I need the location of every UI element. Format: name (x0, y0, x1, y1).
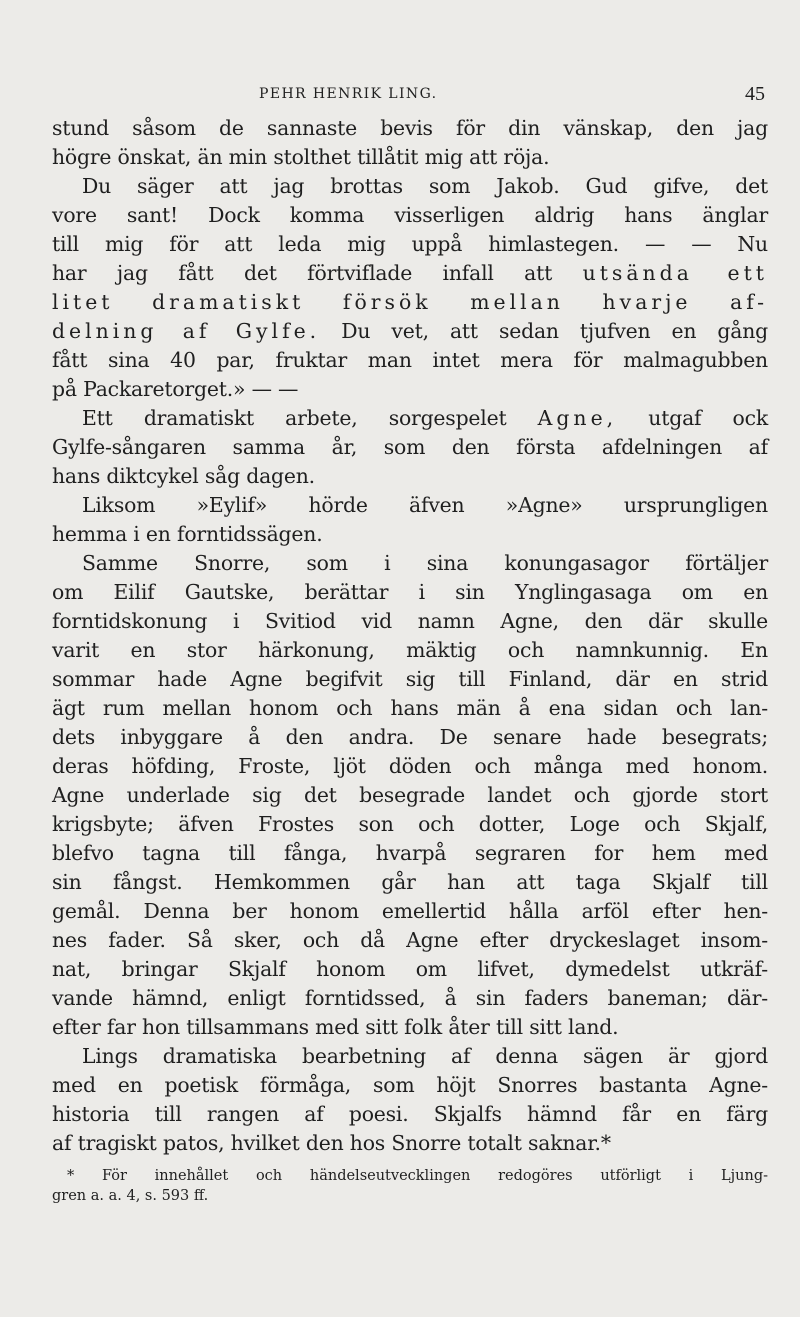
text-line: ägt rum mellan honom och hans män å ena sidan och lan- (52, 696, 768, 720)
spaced-text: Agne, (537, 406, 618, 430)
text-line (52, 288, 768, 317)
spaced-text: litet dramatiskt försök mellan hvarje af- (52, 290, 768, 314)
footnote (52, 1166, 768, 1206)
spaced-text: utsända ett (582, 261, 768, 285)
footnote-line: gren a. a. 4, s. 593 ff. (52, 1188, 209, 1204)
text-line: högre önskat, än min stolthet tillåtit mig att röja. (52, 145, 550, 169)
footnote-line: * För innehållet och händelseutvecklingen redogöres utförligt i Ljung- (67, 1168, 768, 1184)
text-line: nes fader. Så sker, och då Agne efter dryckeslaget insom- (52, 928, 768, 952)
page-header (52, 83, 768, 114)
text-line: deras höfding, Froste, ljöt döden och många med honom. (52, 754, 768, 778)
text-line: historia till rangen af poesi. Skjalfs hämnd får en färg (52, 1102, 768, 1126)
text-line: krigsbyte; äfven Frostes son och dotter, Loge och Skjalf, (52, 812, 768, 836)
body-text (52, 114, 768, 1158)
text-line: efter far hon tillsammans med sitt folk åter till sitt land. (52, 1015, 619, 1039)
text-line: Lings dramatiska bearbetning af denna sägen är gjord (82, 1044, 768, 1068)
text-line: Samme Snorre, som i sina konungasagor förtäljer (82, 551, 768, 575)
text-line: har jag fått det förtviflade infall att utsända ett (52, 261, 768, 285)
text-line: stund såsom de sannaste bevis för din vänskap, den jag (52, 116, 768, 140)
text-line: hemma i en forntidssägen. (52, 522, 323, 546)
text-line: sommar hade Agne begifvit sig till Finland, där en strid (52, 667, 768, 691)
text-line: Liksom »Eylif» hörde äfven »Agne» ursprungligen (82, 493, 768, 517)
text-line: Gylfe-sångaren samma år, som den första afdelningen af (52, 435, 768, 459)
text-line: vande hämnd, enligt forntidssed, å sin faders baneman; där- (52, 986, 768, 1010)
text-line: Du säger att jag brottas som Jakob. Gud gifve, det (82, 174, 768, 198)
text-line: Agne underlade sig det besegrade landet och gjorde stort (52, 783, 768, 807)
text-line: forntidskonung i Svitiod vid namn Agne, den där skulle (52, 609, 768, 633)
text-line: nat, bringar Skjalf honom om lifvet, dymedelst utkräf- (52, 957, 768, 981)
text-line: sin fångst. Hemkommen går han att taga Skjalf till (52, 870, 768, 894)
book-page (52, 83, 768, 1206)
text-line: blefvo tagna till fånga, hvarpå segraren for hem med (52, 841, 768, 865)
text-line: gemål. Denna ber honom emellertid hålla arföl efter hen- (52, 899, 768, 923)
text-line: till mig för att leda mig uppå himlastegen. — — Nu (52, 232, 768, 256)
text-line: Ett dramatiskt arbete, sorgespelet Agne, utgaf ock (82, 406, 768, 430)
page-number: 45 (745, 83, 765, 105)
text-line: delning af Gylfe. Du vet, att sedan tjufven en gång (52, 319, 768, 343)
text-line: af tragiskt patos, hvilket den hos Snorre totalt saknar.* (52, 1131, 611, 1155)
text-line: om Eilif Gautske, berättar i sin Ynglingasaga om en (52, 580, 768, 604)
text-line: fått sina 40 par, fruktar man intet mera för malmagubben (52, 348, 768, 372)
running-title: PEHR HENRIK LING. (259, 86, 438, 102)
text-line: vore sant! Dock komma visserligen aldrig hans änglar (52, 203, 768, 227)
text-line: hans diktcykel såg dagen. (52, 464, 315, 488)
text-line: på Packaretorget.» — — (52, 377, 299, 401)
text-line: dets inbyggare å den andra. De senare hade besegrats; (52, 725, 768, 749)
text-line: varit en stor härkonung, mäktig och namnkunnig. En (52, 638, 768, 662)
text-line: med en poetisk förmåga, som höjt Snorres bastanta Agne- (52, 1073, 768, 1097)
spaced-text: delning af Gylfe. (52, 319, 321, 343)
